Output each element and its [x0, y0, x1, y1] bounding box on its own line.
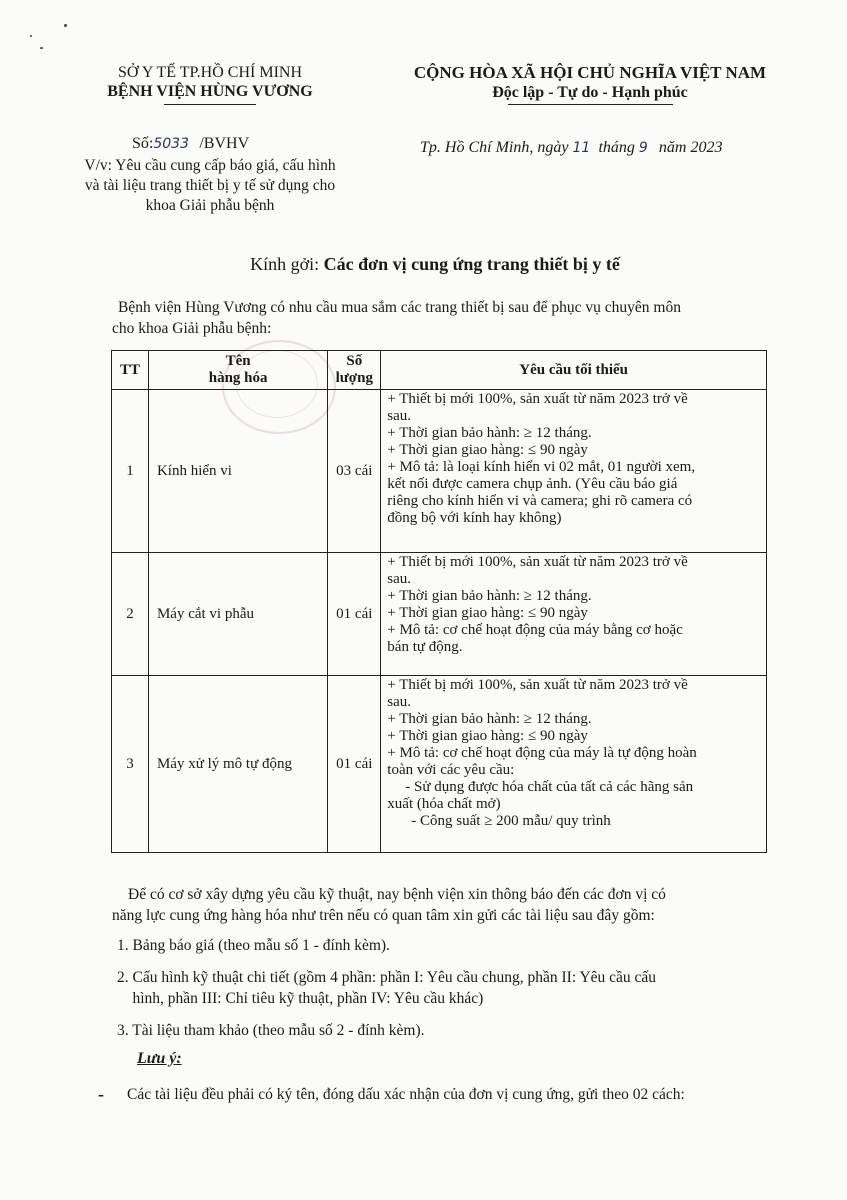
- intro-line: cho khoa Giải phẫu bệnh:: [112, 320, 272, 337]
- list-item-line: hình, phần III: Chỉ tiêu kỹ thuật, phần IV: Yêu cầu khác): [117, 990, 484, 1007]
- row-tt: 1: [112, 390, 149, 553]
- req-line: sau.: [387, 694, 412, 710]
- subject-line: và tài liệu trang thiết bị y tế sử dụng cho: [84, 177, 336, 194]
- req-line: + Thiết bị mới 100%, sản xuất từ năm 2023 trở về: [387, 391, 688, 407]
- doc-number-handwritten: 5033: [153, 136, 189, 152]
- org-parent: SỞ Y TẾ TP.HỒ CHÍ MINH: [117, 64, 302, 81]
- req-line: + Thời gian bảo hành: ≥ 12 tháng.: [387, 425, 592, 441]
- intro-line: Bệnh viện Hùng Vương có nhu cầu mua sắm các trang thiết bị sau để phục vụ chuyên môn: [118, 299, 681, 316]
- nation-header: [380, 63, 800, 105]
- row-req: [381, 390, 767, 553]
- date-prefix: Tp. Hồ Chí Minh, ngày: [420, 139, 569, 156]
- list-item: [117, 935, 767, 956]
- addressee-value: Các đơn vị cung ứng trang thiết bị y tế: [323, 254, 620, 274]
- row-name: Máy xử lý mô tự động: [148, 676, 327, 853]
- req-line: + Thời gian giao hàng: ≤ 90 ngày: [387, 605, 588, 621]
- req-line: + Thời gian bảo hành: ≥ 12 tháng.: [387, 711, 592, 727]
- table-header-row: [112, 351, 767, 390]
- date-day: 11: [572, 140, 591, 156]
- req-line: toàn với các yêu cầu:: [387, 762, 515, 778]
- req-line: - Sử dụng được hóa chất của tất cả các hãng sản: [405, 779, 694, 795]
- req-line: + Mô tả: là loại kính hiển vi 02 mắt, 01 người xem,: [387, 459, 696, 475]
- subject-line: khoa Giải phẫu bệnh: [145, 197, 275, 214]
- row-name: Kính hiển vi: [148, 390, 327, 553]
- note-label: Lưu ý:: [137, 1050, 182, 1067]
- table-row: [112, 553, 767, 676]
- scan-dot: [30, 35, 32, 37]
- motto-underline: [508, 104, 673, 105]
- org-name: BỆNH VIỆN HÙNG VƯƠNG: [107, 83, 313, 100]
- req-line: + Thời gian giao hàng: ≤ 90 ngày: [387, 728, 588, 744]
- date-line: [420, 139, 722, 157]
- req-line: xuất (hóa chất mở): [387, 796, 501, 812]
- note-dash: -: [98, 1084, 104, 1104]
- req-line: đồng bộ với kính hay không): [387, 510, 562, 526]
- subject-line: V/v: Yêu cầu cung cấp báo giá, cấu hình: [84, 157, 336, 174]
- addressee-label: Kính gởi:: [250, 254, 320, 274]
- req-line: riêng cho kính hiển vi và camera; ghi rõ camera có: [387, 493, 693, 509]
- intro-paragraph: [112, 297, 772, 339]
- header-name: [148, 351, 327, 390]
- header-name-line2: hàng hóa: [208, 370, 268, 386]
- note-line: Các tài liệu đều phải có ký tên, đóng dấu xác nhận của đơn vị cung ứng, gửi theo 02 cách:: [127, 1086, 685, 1103]
- nation-title: CỘNG HÒA XÃ HỘI CHỦ NGHĨA VIỆT NAM: [413, 63, 767, 82]
- org-underline: [164, 104, 256, 105]
- document-list: [117, 935, 767, 1041]
- req-line: + Thiết bị mới 100%, sản xuất từ năm 2023 trở về: [387, 677, 688, 693]
- table-row: [112, 390, 767, 553]
- req-line: kết nối được camera chụp ảnh. (Yêu cầu báo giá: [387, 476, 678, 492]
- scan-dot: [40, 47, 43, 49]
- subject: [60, 156, 360, 216]
- list-item: [117, 967, 767, 1009]
- list-item-line: 1. Bảng báo giá (theo mẫu số 1 - đính kèm).: [117, 937, 390, 954]
- scan-dot: [64, 24, 67, 27]
- date-month-label: tháng: [598, 139, 635, 156]
- org-header: [70, 63, 350, 105]
- row-req: [381, 553, 767, 676]
- row-qty: 03 cái: [328, 390, 381, 553]
- header-req: Yêu cầu tối thiểu: [381, 351, 767, 390]
- row-name: Máy cắt vi phẫu: [148, 553, 327, 676]
- row-req: [381, 676, 767, 853]
- header-qty-line2: lượng: [335, 370, 373, 386]
- header-tt: TT: [112, 351, 149, 390]
- req-line: + Thời gian bảo hành: ≥ 12 tháng.: [387, 588, 592, 604]
- row-tt: 2: [112, 553, 149, 676]
- req-line: sau.: [387, 408, 412, 424]
- req-line: + Thiết bị mới 100%, sản xuất từ năm 2023 trở về: [387, 554, 688, 570]
- body-paragraph: [112, 884, 772, 926]
- doc-number-prefix: Số:: [132, 135, 154, 152]
- list-item-line: 3. Tài liệu tham khảo (theo mẫu số 2 - đính kèm).: [117, 1022, 425, 1039]
- doc-number-suffix: /BVHV: [199, 135, 250, 152]
- date-year: năm 2023: [658, 139, 723, 156]
- row-qty: 01 cái: [328, 676, 381, 853]
- req-line: bán tự động.: [387, 639, 463, 655]
- doc-number: [132, 135, 249, 153]
- date-month: 9: [638, 140, 648, 156]
- row-tt: 3: [112, 676, 149, 853]
- body-line: năng lực cung ứng hàng hóa như trên nếu có quan tâm xin gửi các tài liệu sau đây gồm:: [112, 907, 655, 924]
- req-line: sau.: [387, 571, 412, 587]
- req-line: + Thời gian giao hàng: ≤ 90 ngày: [387, 442, 588, 458]
- body-line: Để có cơ sở xây dựng yêu cầu kỹ thuật, nay bệnh viện xin thông báo đến các đơn vị có: [128, 886, 666, 903]
- addressee: [100, 254, 770, 275]
- header-name-line1: Tên: [225, 353, 251, 369]
- row-qty: 01 cái: [328, 553, 381, 676]
- equipment-table: [111, 350, 767, 853]
- header-qty-line1: Số: [346, 353, 363, 369]
- header-qty: [328, 351, 381, 390]
- motto: Độc lập - Tự do - Hạnh phúc: [492, 84, 688, 101]
- list-item-line: 2. Cấu hình kỹ thuật chi tiết (gồm 4 phần: phần I: Yêu cầu chung, phần II: Yêu cầu cấu: [117, 969, 657, 986]
- table-row: [112, 676, 767, 853]
- req-line: + Mô tả: cơ chế hoạt động của máy bằng cơ hoặc: [387, 622, 683, 638]
- list-item: [117, 1020, 767, 1041]
- req-line: + Mô tả: cơ chế hoạt động của máy là tự động hoàn: [387, 745, 697, 761]
- req-line: - Công suất ≥ 200 mẫu/ quy trình: [411, 813, 611, 829]
